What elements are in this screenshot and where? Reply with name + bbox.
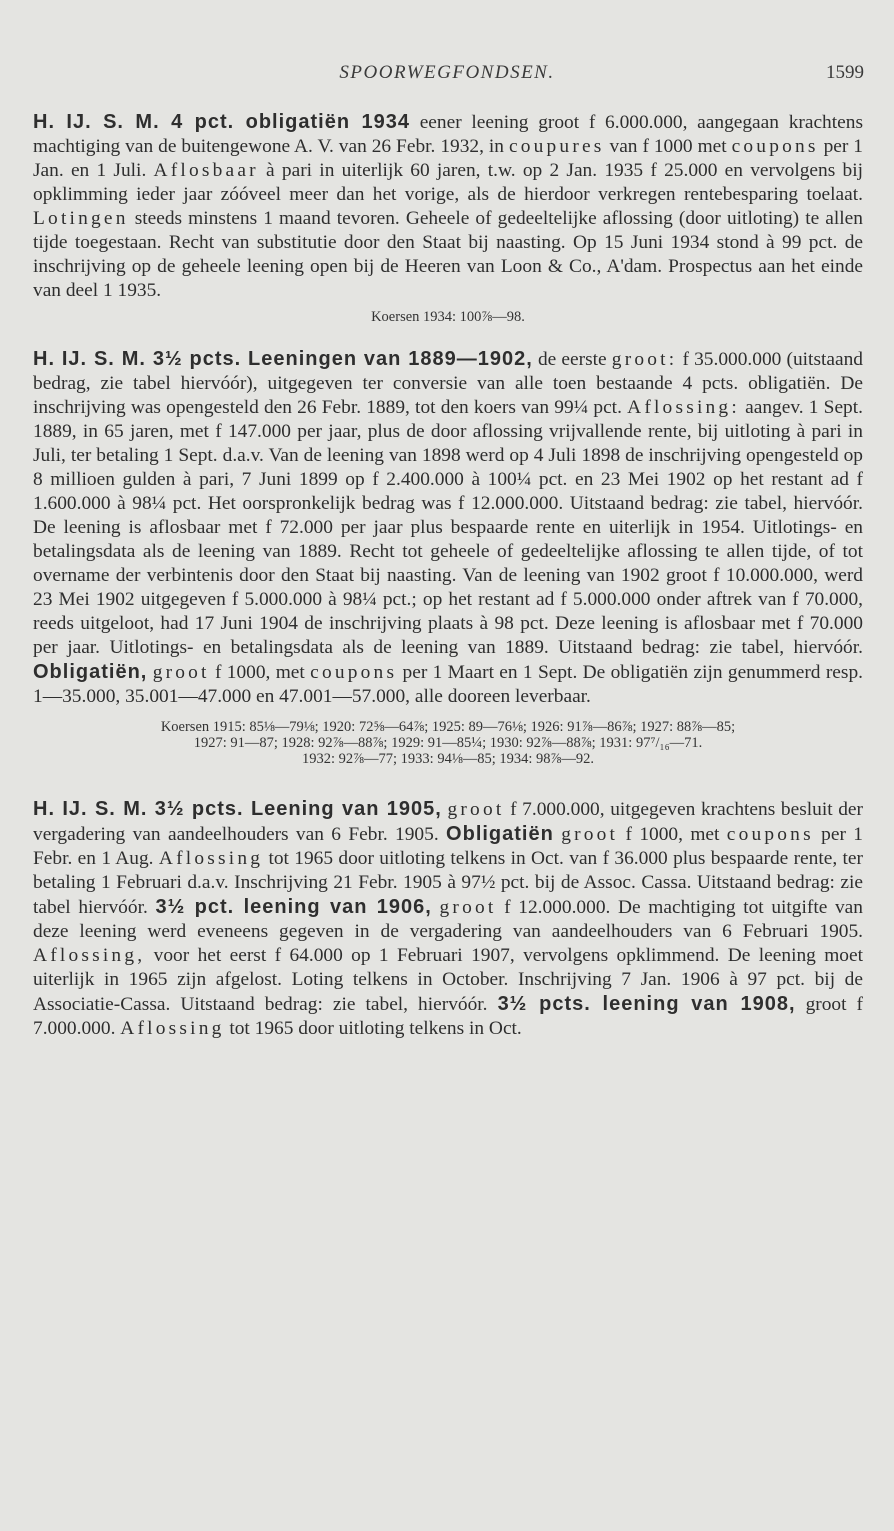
entry-text: per 1 Jan. en 1 Juli. (33, 136, 863, 181)
entry-text: f 35.000.000 (uitstaand bedrag, zie tabel hiervóór), uitgegeven ter conversie van alle toen bestaande 4 pcts. obligatiën. De inschrijving was opengesteld den 26 Febr. 1889, tot den koers van 99¼ pct. (33, 349, 863, 418)
entry-text: f 1000, met (618, 824, 727, 845)
spaced-term: Aflosbaar (153, 160, 259, 181)
entry-text: voor het eerst f 64.000 op 1 Februari 1907, vervolgens opklimmend. De leening moet uiterlijk in 1965 zijn afgelost. Loting telkens in October. Inschrijving 7 Jan. 1906 à 97 pct. bij de Associatie-Cassa. Uitstaand bedrag: zie tabel, hiervóór. (33, 945, 863, 1015)
page-body (33, 110, 863, 1041)
entry-text (432, 897, 440, 918)
entry-text: f 7.000.000, uitgegeven krachtens besluit der vergadering van aandeelhouders van 6 Febr. 1905. (33, 799, 863, 845)
entry-heading: H. IJ. S. M. 4 pct. obligatiën 1934 (33, 111, 410, 133)
entry-text: eener leening groot f 6.000.000, aangegaan krachtens machtiging van de buitengewone A. V. van 26 Febr. 1932, in (33, 112, 863, 157)
entry-text: aangev. 1 Sept. 1889, in 65 jaren, met f 147.000 per jaar, plus de door aflossing vrijvallende rente, bij uitloting à pari in Juli, ter betaling 1 Sept. d.a.v. Van de leening van 1898 werd op 4 Juli 1898 de inschrijving opengesteld op 8 millioen gulden à pari, 7 Juni 1899 op f 2.400.000 à 100¼ pct. en 23 Mei 1902 op het restant ad f 1.600.000 à 98¼ pct. Het oorspronkelijk bedrag was f 12.000.000. Uitstaand bedrag: zie tabel, hiervóór. De leening is aflosbaar met f 72.000 per jaar plus bespaarde rente en uiterlijk in 1954. Uitlotings- en betalingsdata als de leening van 1889. Recht tot geheele of gedeeltelijke aflossing te allen tijde, of tot overname der verbintenis door den Staat bij naasting. Van de leening van 1902 groot f 10.000.000, werd 23 Mei 1902 uitgegeven f 5.000.000 à 98¼ pct.; op het restant ad f 5.000.000 onder aftrek van f 70.000, reeds uitgeloot, had 17 Juni 1904 de inschrijving plaats à 98 pct. Deze leening is aflosbaar met f 70.000 per jaar. Uitlotings- en betalingsdata als de leening van 1889. Uitstaand bedrag: zie tabel, hiervóór. (33, 397, 863, 658)
entry-text: tot 1965 door uitloting telkens in Oct. van f 36.000 plus bespaarde rente, ter betaling 1 Februari d.a.v. Inschrijving 21 Febr. 1905 à 97½ pct. bij de Assoc. Cassa. Uitstaand bedrag: zie tabel hiervóór. (33, 848, 863, 918)
entry-heading: H. IJ. S. M. 3½ pcts. Leeningen van 1889—1902, (33, 348, 533, 370)
entry-1934-bonds (33, 110, 863, 303)
price-history-line: 1927: 91—87; 1928: 92⅞—88⅞; 1929: 91—85¼; 1930: 92⅞—88⅞; 1931: 97⁷/₁₆—71. (193, 735, 703, 751)
price-history-line: Koersen 1915: 85⅛—79⅛; 1920: 72⅝—64⅞; 1925: 89—76⅛; 1926: 91⅞—86⅞; 1927: 88⅞—85; (160, 719, 736, 735)
sub-heading: Obligatiën (446, 823, 554, 845)
spaced-term: coupons (726, 824, 814, 845)
entry-heading: H. IJ. S. M. 3½ pcts. Leening van 1905, (33, 798, 442, 820)
entry-text: tot 1965 door uitloting telkens in Oct. (224, 1018, 522, 1039)
sub-heading: 3½ pct. leening van 1906, (155, 896, 432, 918)
spaced-term: Aflossing (120, 1018, 225, 1039)
entry-text: per 1 Febr. en 1 Aug. (33, 824, 863, 869)
spaced-term: coupures (508, 136, 605, 157)
spaced-term: Aflossing: (627, 397, 740, 418)
entry-text: groot f 7.000.000. (33, 994, 863, 1039)
spaced-term: groot (561, 824, 619, 845)
spaced-term: groot (439, 897, 497, 918)
spaced-term: groot: (611, 349, 678, 370)
price-history-line: 1932: 92⅞—77; 1933: 94⅛—85; 1934: 98⅞—92. (301, 751, 595, 767)
spaced-term: Aflossing, (33, 945, 146, 966)
sub-heading: 3½ pcts. leening van 1908, (497, 993, 796, 1015)
entry-text: van f 1000 met (604, 136, 732, 157)
entry-text: steeds minstens 1 maand tevoren. Geheele of gedeeltelijke aflossing (door uitloting) te allen tijde toegestaan. Recht van substitutie door den Staat bij naasting. Op 15 Juni 1934 stond à 99 pct. de inschrijving op de geheele leening open bij de Heeren van Loon & Co., A'dam. Prospectus aan het einde van deel 1 1935. (33, 208, 863, 301)
entry-text: de eerste (532, 349, 612, 370)
entry-text: f 12.000.000. De machtiging tot uitgifte van deze leening werd eveneens gegeven in de vergadering van aandeelhouders van 6 Februari 1905. (33, 897, 863, 942)
spaced-term: Aflossing (158, 848, 264, 869)
page-number: 1599 (826, 62, 864, 83)
entry-1905-loan (33, 797, 863, 1041)
sub-heading: Obligatiën, (33, 661, 148, 683)
price-history: Koersen 1934: 100⅞—98. (371, 309, 525, 325)
entry-text: f 1000, met (209, 662, 311, 683)
page-header (0, 62, 894, 88)
spaced-term: groot (152, 662, 210, 683)
entry-text: per 1 Maart en 1 Sept. De obligatiën zijn genummerd resp. 1—35.000, 35.001—47.000 en 47.001—57.000, alle dooreen leverbaar. (33, 662, 863, 707)
entry-1889-1902-loans (33, 347, 863, 709)
running-title: SPOORWEGFONDSEN. (339, 62, 555, 83)
spaced-term: groot (447, 799, 505, 820)
spaced-term: coupons (731, 136, 819, 157)
spaced-term: Lotingen (33, 208, 129, 229)
entry-text: à pari in uiterlijk 60 jaren, t.w. op 2 Jan. 1935 f 25.000 en vervolgens bij opklimming ieder jaar zóóveel meer dan het vorige, als de hierdoor verkregen rentebesparing toelaat. (33, 160, 863, 205)
price-history (33, 719, 863, 767)
spaced-term: coupons (310, 662, 398, 683)
